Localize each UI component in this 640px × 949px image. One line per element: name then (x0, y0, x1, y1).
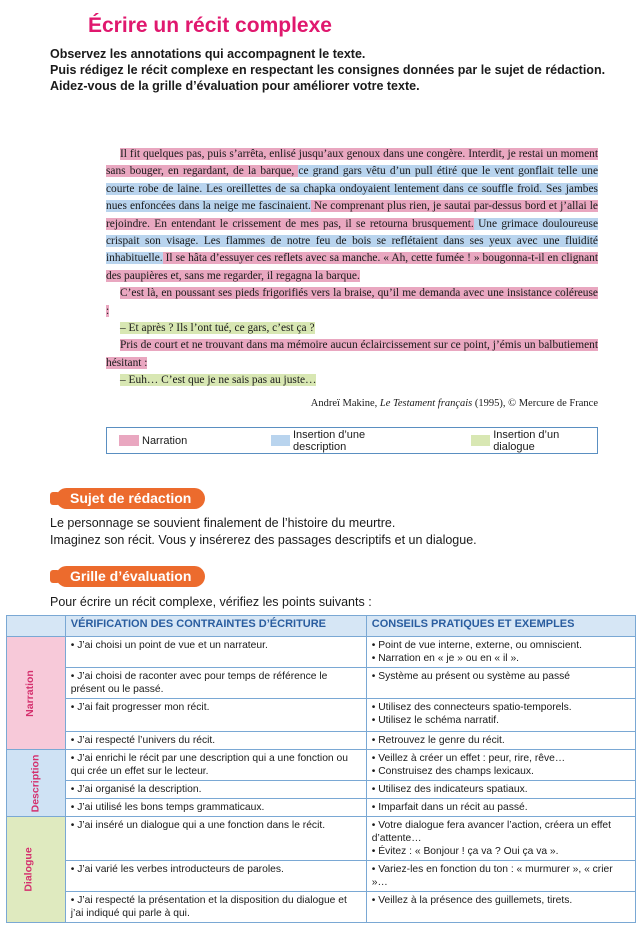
paragraph (106, 320, 598, 337)
citation (311, 398, 598, 409)
legend-label: Insertion d’un dialogue (493, 428, 560, 453)
legend-item-description (271, 429, 413, 453)
table-row (7, 637, 636, 668)
section-label-narration: Narration (7, 637, 66, 750)
paragraph (106, 285, 598, 320)
narration-highlight: Il se hâta d’essuyer ces reflets avec sa manche. « Ah, cette fumée ! » bougonna-t-il en clignant des paupières et, sans me regarder, il regagna la barque. (106, 252, 598, 282)
instruction-line: Puis rédigez le récit complexe en respectant les consignes données par le sujet de rédaction. Aidez-vous de la grille d’évaluation pour améliorer votre texte. (50, 63, 606, 93)
dialogue-highlight: – Et après ? Ils l’ont tué, ce gars, c’est ça ? (120, 322, 315, 335)
table-row (7, 817, 636, 861)
paragraph (106, 372, 598, 389)
instructions (50, 46, 610, 94)
check-cell: • J’ai fait progresser mon récit. (65, 699, 366, 732)
tips-cell: • Système au présent ou système au passé (366, 668, 635, 699)
table-row (7, 861, 636, 892)
tips-cell: • Variez-les en fonction du ton : « murmurer », « crier »… (366, 861, 635, 892)
check-cell: • J’ai inséré un dialogue qui a une fonction dans le récit. (65, 817, 366, 861)
check-cell: • J’ai respecté la présentation et la disposition du dialogue et j’ai indiqué qui parle à qui. (65, 892, 366, 923)
grille-intro: Pour écrire un récit complexe, vérifiez les points suivants : (50, 595, 372, 609)
narration-highlight: Il fit quelques pas, puis s’arrêta, enlisé jusqu’aux genoux dans une congère. Interdit, je restai un moment sans bouger, en regardant, de la barque, (106, 148, 598, 178)
section-label-dialogue: Dialogue (7, 817, 66, 923)
legend-item-dialogue (471, 429, 597, 453)
table-row (7, 799, 636, 817)
tips-cell: • Point de vue interne, externe, ou omniscient. • Narration en « je » ou en « il ». (366, 637, 635, 668)
table-row (7, 750, 636, 781)
color-legend (106, 427, 598, 454)
tips-cell: • Votre dialogue fera avancer l’action, créera un effet d’attente… • Évitez : « Bonjour ! ça va ? Oui ça va ». (366, 817, 635, 861)
instruction-line: Observez les annotations qui accompagnent le texte. (50, 47, 366, 61)
table-row (7, 668, 636, 699)
legend-label: Narration (142, 434, 188, 447)
tips-cell: • Imparfait dans un récit au passé. (366, 799, 635, 817)
column-header: CONSEILS PRATIQUES ET EXEMPLES (366, 616, 635, 637)
tips-cell: • Utilisez des connecteurs spatio-temporels. • Utilisez le schéma narratif. (366, 699, 635, 732)
tips-cell: • Retrouvez le genre du récit. (366, 732, 635, 750)
check-cell: • J’ai choisi de raconter avec pour temps de référence le présent ou le passé. (65, 668, 366, 699)
table-header-row (7, 616, 636, 637)
sujet-line: Imaginez son récit. Vous y insérerez des passages descriptifs et un dialogue. (50, 533, 477, 547)
legend-swatch (271, 435, 290, 446)
column-header: VÉRIFICATION DES CONTRAINTES D’ÉCRITURE (65, 616, 366, 637)
paragraph (106, 146, 598, 285)
legend-swatch (119, 435, 139, 446)
tips-cell: • Veillez à créer un effet : peur, rire, rêve… • Construisez des champs lexicaux. (366, 750, 635, 781)
table-row (7, 699, 636, 732)
table-row (7, 892, 636, 923)
citation-author: Andreï Makine, (310, 398, 380, 409)
paragraph (106, 337, 598, 372)
header-corner (7, 616, 66, 637)
description-highlight: ce grand gars vêtu d’un pull étiré que le vent gonflait telle une courte robe de laine. Les oreillettes de sa chapka ondoyaient lentement dans ce souffle froid. Ses jambes nues enfoncées dans la neige me fascinaient. (106, 165, 598, 213)
tips-cell: • Utilisez des indicateurs spatiaux. (366, 781, 635, 799)
narration-highlight: C’est là, en poussant ses pieds frigorifiés vers la braise, qu’il me demanda avec une insistance coléreuse : (106, 287, 598, 317)
sujet-line: Le personnage se souvient finalement de l’histoire du meurtre. (50, 516, 396, 530)
legend-swatch (471, 435, 490, 446)
table-row (7, 781, 636, 799)
check-cell: • J’ai enrichi le récit par une description qui a une fonction ou qui crée un effet sur le lecteur. (65, 750, 366, 781)
citation-rest: (1995), © Mercure de France (472, 398, 598, 409)
evaluation-grid (6, 615, 636, 923)
legend-item-narration (119, 435, 187, 447)
check-cell: • J’ai varié les verbes introducteurs de paroles. (65, 861, 366, 892)
check-cell: • J’ai organisé la description. (65, 781, 366, 799)
sujet-heading: Sujet de rédaction (56, 488, 205, 509)
section-label-description: Description (7, 750, 66, 817)
dialogue-highlight: – Euh… C’est que je ne sais pas au juste… (120, 374, 317, 387)
excerpt-text (106, 146, 598, 390)
description-highlight: Une grimace douloureuse crispait son visage. Les flammes de notre feu de bois se reflétaient dans ses yeux avec une fluidité inhabituelle. (106, 217, 599, 265)
check-cell: • J’ai utilisé les bons temps grammaticaux. (65, 799, 366, 817)
page-title: Écrire un récit complexe (88, 14, 332, 37)
narration-highlight: Ne comprenant plus rien, je sautai par-dessus bord et j’allai le rejoindre. En entendant le crissement de mes pas, il se retourna brusquement. (106, 200, 598, 230)
table-row (7, 732, 636, 750)
grille-heading: Grille d’évaluation (56, 566, 205, 587)
citation-work: Le Testament français (379, 398, 473, 409)
tips-cell: • Veillez à la présence des guillemets, tirets. (366, 892, 635, 923)
check-cell: • J’ai choisi un point de vue et un narrateur. (65, 637, 366, 668)
legend-label: Insertion d’une description (293, 428, 366, 453)
narration-highlight: Pris de court et ne trouvant dans ma mémoire aucun éclaircissement sur ce point, j’émis un balbutiement hésitant : (106, 339, 598, 369)
check-cell: • J’ai respecté l’univers du récit. (65, 732, 366, 750)
